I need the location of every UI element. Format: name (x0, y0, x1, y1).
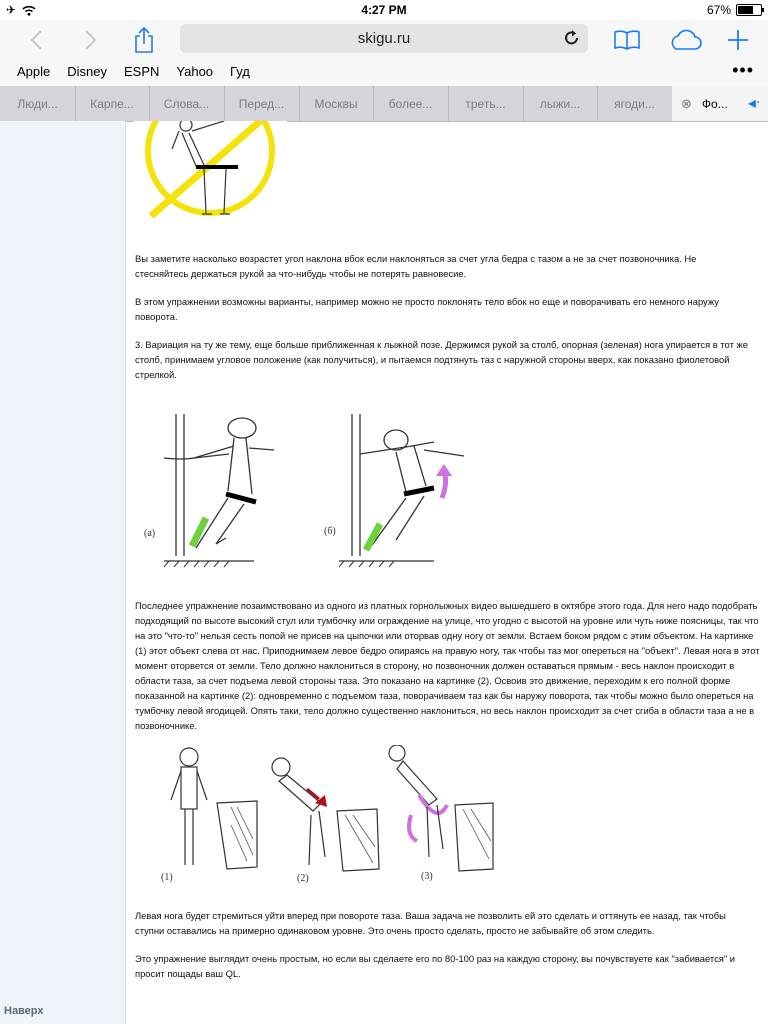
plus-icon (727, 29, 749, 51)
tab-2[interactable]: Карпе... (75, 86, 150, 121)
paragraph-6: Это упражнение выглядит очень простым, но если вы сделаете его по 80-100 раз на каждую сторону, вы почувствуете как "забивается" и просит пощады ваш QL. (135, 953, 736, 979)
tab-active-label: Фо... (701, 96, 728, 111)
page-sidebar (0, 121, 126, 1024)
favorite-gud[interactable]: Гуд (230, 64, 250, 79)
status-bar (0, 0, 768, 20)
tab-8[interactable]: лыжи... (523, 86, 598, 121)
battery-icon (736, 4, 762, 16)
icloud-tabs-button[interactable] (667, 24, 703, 56)
battery-percent: 67% (706, 3, 731, 17)
favorite-espn[interactable]: ESPN (124, 64, 160, 79)
article-content (125, 121, 768, 1024)
new-tab-button[interactable] (722, 24, 754, 56)
chevron-left-icon (29, 29, 43, 51)
bookmarks-button[interactable] (611, 24, 643, 56)
tab-active[interactable] (672, 86, 768, 121)
close-tab-icon[interactable]: ⊗ (681, 95, 692, 111)
favorite-apple[interactable]: Apple (17, 64, 51, 79)
reload-icon[interactable] (564, 29, 580, 47)
forward-button[interactable] (75, 24, 107, 56)
tab-3[interactable]: Слова... (149, 86, 225, 121)
fig3-label-1: (1) (161, 872, 173, 883)
share-button[interactable] (128, 24, 160, 56)
clock: 4:27 PM (361, 3, 407, 17)
back-button[interactable] (20, 24, 52, 56)
paragraph-2: В этом упражнении возможны варианты, например можно не просто поклонять тело вбок но еще и поворачивать его немного наружу поворота. (135, 296, 719, 322)
share-icon (133, 26, 155, 54)
paragraph-5: Левая нога будет стремиться уйти вперед при повороте таза. Ваша задача не позволить ей это сделать и оттянуть ее назад, так чтобы ступни оставались на примерно одинаковом уровне. Это очень просто сделать, просто не забывайте об этом следить. (135, 910, 726, 936)
book-icon (613, 29, 641, 51)
back-to-top-link[interactable] (4, 1005, 44, 1017)
fig3-label-2: (2) (297, 873, 309, 884)
favorite-yahoo[interactable]: Yahoo (176, 64, 214, 79)
pole-exercise-drawing (134, 406, 480, 577)
favorites-bar (0, 60, 768, 86)
tab-6[interactable]: более... (373, 86, 449, 121)
airplane-icon: ✈ (6, 3, 17, 17)
url-text: skigu.ru (357, 30, 411, 47)
fig2-label-b: (б) (324, 526, 336, 537)
speaker-icon: ◂ᐧ (747, 95, 760, 112)
tab-7[interactable]: треть... (448, 86, 524, 121)
tab-4[interactable]: Перед... (224, 86, 300, 121)
forbidden-pose-drawing (134, 121, 287, 229)
chevron-right-icon (84, 29, 98, 51)
figure-tilt-forbidden (134, 121, 287, 229)
tab-5[interactable]: Москвы (299, 86, 374, 121)
figure-stool-exercise (147, 745, 513, 889)
paragraph-4: Последнее упражнение позаимствовано из одного из платных горнолыжных видео вышедшего в октябре этого года. Для него надо подобрать подходящий по высоте высокий стул или тумбочку или ограждение на улице, что угодно с высотой на уровне или чуть ниже поясницы, так что на это "что-то" нельзя сесть попой не присев на цыпочки или оторвав одну ногу от земли. Встаем боком рядом с этим объектом. На картинке (1) этот объект слева от нас. Приподнимаем левое бедро опираясь на правую ногу, так чтобы таз мог опереться на "объект". Левая нога в этот момент оторвется от земли. Тело должно наклониться в сторону, но позвоночник должен оставаться прямым - весь наклон происходит в области таза, за счет подъема левой стороны таза. Это показано на картинке (2). Освоив это движение, переходим к его полной форме показанной на картинке (2): одновременно с подъемом таза, поворачиваем таз как бы наружу поворота, так чтобы можно было опереться на тумбочку левой ягодицей. Опять таки, тело должно существенно наклониться, но весь наклон происходит за счет сгиба в области таза а не в позвоночнике. (135, 600, 760, 731)
tab-bar (0, 86, 768, 122)
back-to-top-label: Наверх (4, 1005, 44, 1017)
tab-1[interactable]: Люди... (0, 86, 76, 121)
cloud-icon (668, 29, 702, 51)
fig3-label-3: (3) (421, 871, 433, 882)
figure-pole-exercise (134, 406, 480, 577)
fig2-label-a: (a) (144, 528, 156, 539)
stool-exercise-drawing (147, 745, 513, 889)
favorite-disney[interactable]: Disney (67, 64, 107, 79)
paragraph-1: Вы заметите насколько возрастет угол наклона вбок если наклоняться за счет угла бедра с тазом а не за счет позвоночника. Не стесняйтесь держаться рукой за что-нибудь чтобы не потерять равновесие. (135, 253, 697, 279)
browser-toolbar (0, 20, 768, 60)
address-bar[interactable] (180, 24, 588, 53)
tab-9[interactable]: ягоди... (597, 86, 673, 121)
more-icon[interactable]: ••• (732, 60, 754, 80)
paragraph-3: 3. Вариация на ту же тему, еще больше приближенная к лыжной позе. Держимся рукой за столб, опорная (зеленая) нога упирается в тот же столб, принимаем угловое положение (как получиться), и пытаемся подтянуть таз с наружной стороны вверх, как показано фиолетовой стрелкой. (135, 339, 748, 380)
